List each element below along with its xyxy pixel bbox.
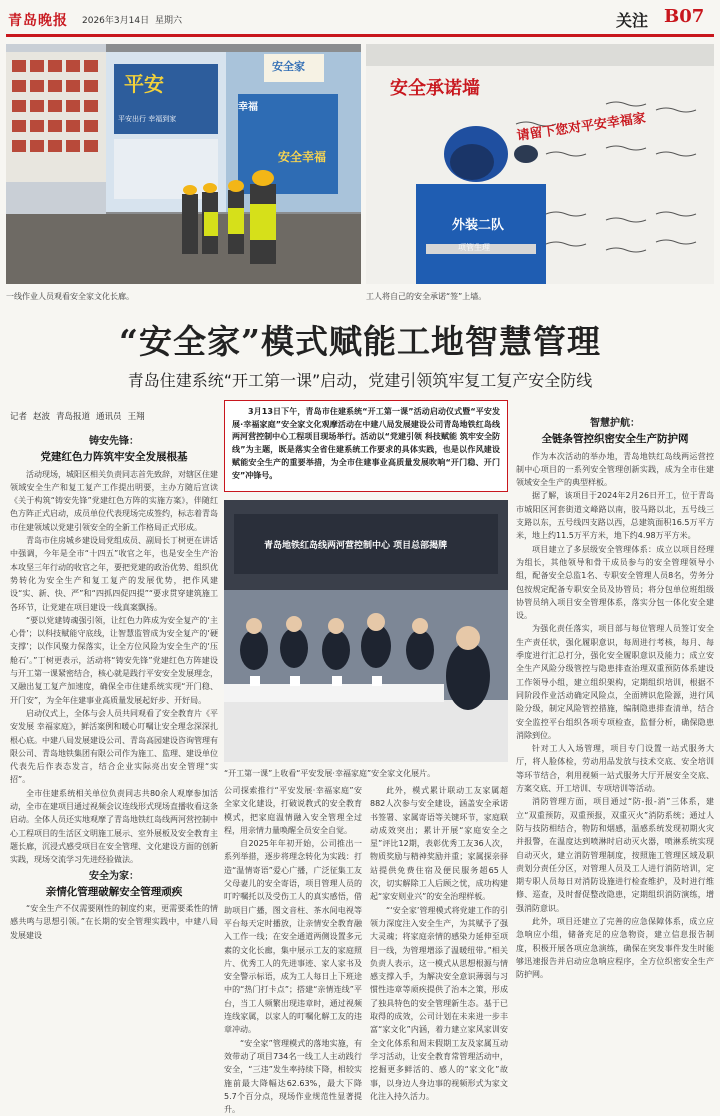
paragraph: 青岛市住房城乡建设局党组成员、副局长丁树更在讲话中强调，今年是全市“十四五”收官之年，也是安全生产治本攻坚三年行动的收官之年，要把党建的政治优势、组织优势转化为安全生产和复工复产的发展优势，把作风建设“实、新、快、严”和“四抓四促四提”“要求贯穿建筑施工各环节，让党建在项目建设一线真案飘扬。 [10,536,218,612]
header-rule [6,34,714,37]
section-heading-1: 铸安先锋： [89,436,139,447]
section-subheading-2: 亲情化管理破解安全管理顽疾 [45,885,183,898]
paragraph: 此外，模式累计联动工友家属超882人次参与安全建设，涵盖安全承诺书签署、家属寄语等关键环节，家庭联动成效突出；累计开展“家庭安全之星”评比12期，表彰优秀工友36人次，物质奖励与精神奖励并重；家属探亲驿站提供免费住宿及便民服务超65人次，切实解除工人后顾之忧，成功构建起“家安则业兴”的安全治理样板。 [370,786,508,902]
vest-text-dept: 项管生理 [458,243,490,252]
paragraph: 自2025年年初开始，公司推出一系列举措，逐步将理念转化为实践：打造“温情寄语”爱心广播，广泛征集工友父母妻儿的安全寄语，项目管理人员的叮咛嘱托以及受伤工人的真实感悟，借助项目广播，图文音柱、茶水间电视等平台每天定时播放，让亲情安全教育融入工作一线；在安全通道两侧设置多元素的文化长廊，集中展示工友的家庭照片、优秀工人的先进事迹、家人家书及安全警示标语，成为工人每日上下班途中的“热门打卡点”；搭建“亲情连线”平台，当工人频繁出现违章时，通过视频连线家属，以家人的叮嘱化解工友的违章冲动。 [224,839,362,1035]
paragraph: 公司探索推行“平安发展·幸福家庭”安全家文化建设，打破说教式的安全教育模式，把家庭温情融入安全管理全过程，用亲情力量唤醒全员安全自觉。 [224,786,362,835]
headline-title: “安全家”模式赋能工地智慧管理 [119,322,601,361]
section-heading-3: 智慧护航： [590,418,640,429]
photo-meeting [224,500,508,762]
headline-subtitle: 青岛住建系统“开工第一课”启动，党建引领筑牢复工复产安全防线 [127,371,593,390]
wall-title: 安全承诺墙 [390,78,480,99]
paragraph: “‘安全家’管理模式将党建工作的引领力深度注入安全生产，为其赋予了强大灵魂；将家庭亲情的感染力延伸至项目一线，为管理增添了温暖纽带。”相关负责人表示，这一模式从思想根源与情感支撑入手，为解决安全意识薄弱与习惯性违章等顽疾提供了治本之策，形成了独具特色的安全管理新生态。基于已取得的成效，公司计划在未来进一步丰富“家文化”内涵，着力建立家风家训安全文化体系和周末假期工友及家属互动学习活动，让安全教育常管理活动中，挖掘更多鲜活的、感人的“家文化”故事，以身边人身边事的视频形式为家文化注入持久活力。 [370,905,508,1101]
issue-date: 2026年3月14日 [82,16,150,26]
article-column-3 [370,784,508,1101]
paragraph: “安全生产不仅需要刚性的制度约束，更需要柔性的情感共鸣与思想引领。”在长期的安全管理实践中，中建八局发展建设 [10,904,218,940]
paragraph: 针对工人入场管理，项目专门设置一站式服务大厅，将人脸体检，劳动用品发放与技术交底、安全培训等环节结合，利用视频一站式服务大厅开展安全交底、方案交底、开工培训、专项培训等活动。 [516,744,714,794]
paragraph: 据了解，该项目于2024年2月26日开工，位于青岛市城阳区河套街道文峰路以南，胶马路以北，五号线三支路以东，五号线四支路以西，总建筑面积16.5万平方米，地上约11.5万平方米，地下约4.98万平方米。 [516,491,714,541]
sign-slogan: 平安出行 幸福到家 [118,115,177,123]
paragraph: 作为本次活动的举办地，青岛地铁红岛线两运营控制中心项目的一系列安全管理创新实践，成为全市住建领域安全生产的典型样板。 [516,451,714,488]
byline-label: 记者 [10,412,28,422]
sign-safety-happiness: 安全幸福 [278,150,327,164]
byline-reporter: 赵波 [33,412,51,422]
paragraph: 全市住建系统相关单位负责同志共80余人观摩参加活动，全市在建项目通过视频会议连线形式现场直播收看这条启动。全体人员还实地观摩了青岛地铁红岛线两河营控制中心工程项目的生活区文明施工展示、室外展板及安全教育主题长廊，沉浸式感受项目在安全管理、文化建设方面的创新实践，现场交流学习先进经验做法。 [10,788,218,865]
caption-commitment-wall: 工人将自己的安全承诺“签”上墙。 [366,292,487,301]
section-subheading-1: 党建红色力阵筑牢安全发展根基 [40,451,188,464]
lead-paragraph-box: 3月13日下午，青岛市住建系统“开工第一课”活动启动仪式暨“平安发展·幸福家庭”安全家文化观摩活动在中建八局发展建设公司青岛地铁红岛线两河营控制中心工程项目现场举行。活动以“党建引领 科技赋能 筑牢安全防线”为主题，既是落实全省住建系统工作要求的具体实践，也是以作风建设赋能安全生产的重要举措，为全市住建事业高质量发展吹响“开门稳、开门安”冲锋号。 [224,400,508,492]
paragraph: 启动仪式上，全体与会人员共同观看了安全教育片《平安发展 幸福家庭》，鲜活案例和暖心叮嘱让安全理念深深扎根心底。中建八局发展建设公司、青岛高园建设咨询管理有限公司、青岛地铁集团有限公司作为施工、监理、建设单位代表先后作表态发言，结合企业实际亮出安全管理“实招”。 [10,708,218,785]
caption-culture-corridor: 一线作业人员观看安全家文化长廊。 [6,292,134,301]
wall-slogan: 请留下您对平安幸福家 [515,111,647,144]
byline-org: 青岛报道 [56,412,91,422]
paragraph: 项目建立了多层级安全管理体系：成立以项目经理为组长，其他领导和骨干成员参与的安全管理领导小组，配备安全总监1名、专职安全管理人员8名，劳务分包按规定配备专职安全员及协管员；将分包单位班组级协管员纳入项目安全管理体系，落实分包一体化安全建设。 [516,544,714,621]
article-column-2 [224,784,362,1115]
sign-happiness: 幸福 [238,102,258,113]
sign-peace: 平安 [124,72,164,96]
vest-text-team: 外装二队 [452,218,505,233]
paragraph: 为强化责任落实，项目部与每位管理人员签订安全生产责任状，强化履职意识，每周进行考核，每月、每季度进行汇总打分，强化安全履职意识及能力；成立安全生产风险分级管控与隐患排查治理双重预防体系建设工作领导小组，建立组织架构，定期组织培训，根据不同阶段作业活动确定风险点，全面辨识危险源，进行风险分级，制定风险管控措施，编制隐患排查清单，结合安全监控平台组织各项专项检查，监督分析，确保隐患消除到位。 [516,624,714,740]
photo-culture-corridor [6,44,361,284]
meeting-banner: 青岛地铁红岛线两河营控制中心 项目总部揭牌 [264,541,448,551]
article-column-4 [516,414,714,1054]
section-heading-2: 安全为家： [89,870,139,882]
section-subheading-3: 全链条管控织密安全生产防护网 [541,433,689,446]
caption-meeting: “开工第一课”上收看“平安发展·幸福家庭”安全家文化展片。 [224,769,436,778]
byline-role: 通讯员 [96,412,122,422]
page-number: B07 [664,6,705,27]
page-header [0,0,720,36]
paragraph: 活动现场，城阳区相关负责同志首先致辞，对辖区住建领域安全生产和复工复产工作提出明要，主办方随后宣读《关于构筑“铸安先锋”党建红色方阵的实施方案》，伴随红色方阵正式启动，成员单位代表现场完成签约，标志着青岛市住建领域以党建引领安全的全新工作格局正式形成。 [10,469,218,532]
paper-logo: 青岛晚报 [8,13,68,29]
byline [10,410,151,422]
paragraph: 消防管理方面，项目通过“防-报-消”三体系，建立“双重预防，双重预报，双重灭火”消防系统；通过人防与技防相结合，物防和烟感，温感系统发现初期火灾并报警，在温度达到喷淋时启动灭火器，喷淋系统实现自动灭火，建立消防管理制度，按照施工管理区域及职责划分责任分区，对管理人员及工人进行消防培训，定期专职人员每日对消防设施进行检查维护，及时进行维修、巡查，及时督促整改隐患，定期组织消防演练，增强消防意识。 [516,797,714,913]
paragraph: 此外，项目还建立了完善的应急保障体系，成立应急响应小组，储备充足的应急物资，建立信息报告制度，积极开展各项应急演练，确保在突发事件发生时能够迅速报告并启动应急响应程序，全方位织密安全生产防护网。 [516,916,714,980]
byline-correspondent: 王翔 [127,412,145,422]
paragraph: “安全家”管理模式的落地实施，有效带动了项目734名一线工人主动践行安全，“三违”发生率持续下降，相较实施前最大降幅达62.63%，最大下降5.7个百分点，现场作业规范性显著提升。 [224,1038,362,1115]
sign-safe-home: 安全家 [272,60,305,73]
section-name: 关注 [616,11,649,30]
issue-weekday: 星期六 [155,16,183,26]
photo-commitment-wall [366,44,714,284]
paragraph: “要以党建铸魂强引领，让红色力阵成为安全复产的‘主心骨’；以科技赋能守底线，让智慧监管成为安全复产的‘硬支撑’；以作风聚力保落实，让全方位风险为安全生产的‘压舱石’。”丁树更表示，活动将“铸安先锋”党建红色方阵建设与开工第一课紧密结合，核心就是践行平安安全发展理念，又融出复工复产加速度，确保全市住建系统实现“开门稳、开门安”，为全年住建事业高质量发展起好步、开好局。 [10,615,218,705]
article-column-1 [10,432,218,1054]
